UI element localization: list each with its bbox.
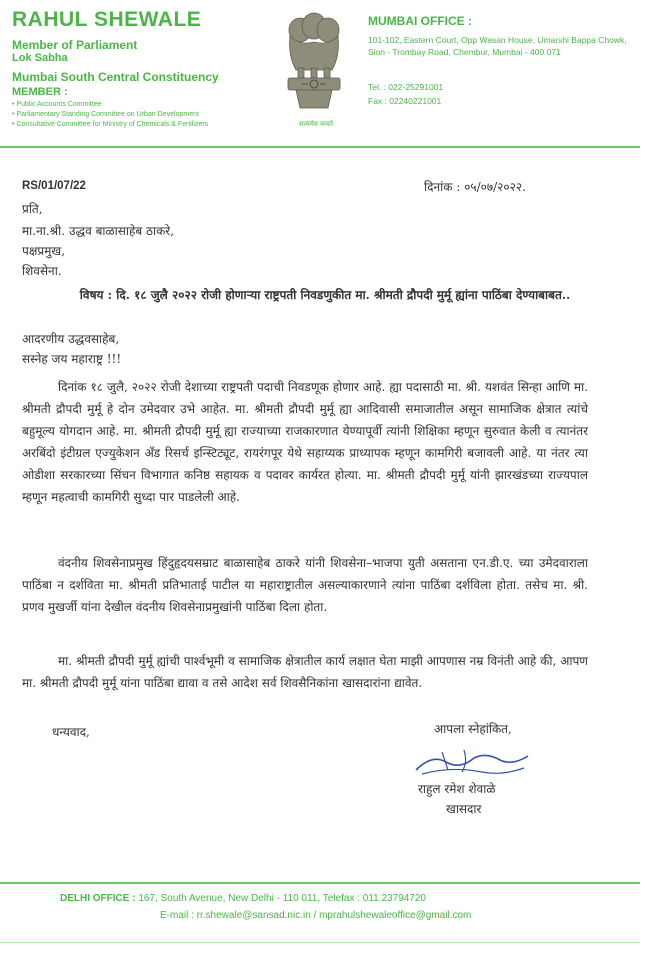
committee-item: • Parliamentary Standing Committee on Urban Development xyxy=(12,110,208,120)
mp-name: RAHUL SHEWALE xyxy=(12,8,202,31)
letter-date: दिनांक : ०५/०७/२०२२. xyxy=(424,180,526,194)
signer-designation: खासदार xyxy=(446,802,482,816)
closing-line: आपला स्नेहांकित, xyxy=(434,722,512,736)
recipient-label: प्रति, xyxy=(22,202,43,216)
footer-divider xyxy=(0,882,640,884)
mp-title: Member of Parliament xyxy=(12,38,138,52)
mumbai-office-fax: Fax : 02240221001 xyxy=(368,96,442,106)
recipient-name: मा.ना.श्री. उद्धव बाळासाहेब ठाकरे, xyxy=(22,224,175,238)
body-paragraph: वंदनीय शिवसेनाप्रमुख हिंदुहृदयसम्राट बाळासाहेब ठाकरे यांनी शिवसेना–भाजपा युती असताना एन.डी.ए. च्या उमेदवाराला पाठिंबा न दर्शविता मा. श्रीमती प्रतिभाताई पाटील या महाराष्ट्रातील असल्याकारणाने त्यांना पाठिंबा दर्शविला होता. तसेच मा. श्री. प्रणव मुखर्जी यांना देखील वंदनीय शिवसेनाप्रमुखांनी पाठिंबा दिला होता. xyxy=(22,556,588,614)
greeting: सस्नेह जय महाराष्ट्र !!! xyxy=(22,352,122,366)
recipient-organization: शिवसेना. xyxy=(22,264,62,278)
delhi-office-address: 167, South Avenue, New Delhi - 110 011, Telefax : 011 23794720 xyxy=(138,893,426,904)
header-divider xyxy=(0,146,640,148)
constituency: Mumbai South Central Constituency xyxy=(12,70,219,84)
delhi-office xyxy=(60,893,426,904)
committee-list xyxy=(12,100,208,130)
letter-subject: विषय : दि. १८ जुलै २०२२ रोजी होणाऱ्या राष्ट्रपती निवडणुकीत मा. श्रीमती द्रौपदी मुर्मू ह्यांना पाठिंबा देण्याबाबत.. xyxy=(79,288,571,302)
thanks-line: धन्यवाद, xyxy=(52,725,90,739)
house-name: Lok Sabha xyxy=(12,52,68,64)
mumbai-office-tel: Tel. : 022-25291001 xyxy=(368,82,444,92)
recipient-role: पक्षप्रमुख, xyxy=(22,244,66,258)
member-label: MEMBER : xyxy=(12,86,68,98)
salutation: आदरणीय उद्धवसाहेब, xyxy=(22,332,120,346)
national-emblem-icon xyxy=(278,12,350,116)
reference-number: RS/01/07/22 xyxy=(22,180,86,192)
body-paragraph: मा. श्रीमती द्रौपदी मुर्मू ह्यांची पार्श्वभूमी व सामाजिक क्षेत्रातील कार्य लक्षात घेता माझी आपणास नम्र विनंती आहे की, आपण मा. श्रीमती द्रौपदी मुर्मू यांना पाठिंबा द्यावा व तसे आदेश सर्व शिवसैनिकांना खासदारांना द्यावेत. xyxy=(22,654,588,690)
footer-bottom-divider xyxy=(0,942,640,943)
committee-item: • Consultative Committee for Ministry of Chemicals & Fertilizers xyxy=(12,120,208,130)
committee-item: • Public Accounts Committee xyxy=(12,100,208,110)
mumbai-office-address: 101-102, Eastern Court, Opp Wasan House, Umarshi Bappa Chowk, Sion - Trombay Road, Chembur, Mumbai - 400 071 xyxy=(368,35,627,57)
body-paragraph: दिनांक १८ जुलै, २०२२ रोजी देशाच्या राष्ट्रपती पदाची निवडणूक होणार आहे. ह्या पदासाठी मा. श्री. यशवंत सिन्हा आणि मा. श्रीमती द्रौपदी मुर्मू हे दोन उमेदवार उभे आहेत. मा. श्रीमती द्रौपदी मुर्मू ह्या आदिवासी समाजातील असून सामाजिक क्षेत्रात त्यांचे बहुमूल्य योगदान आहे. मा. श्रीमती द्रौपदी मुर्मू ह्या राज्याच्या राजकारणात येण्यापूर्वी त्यांनी शिक्षिका म्हणून सुरुवात केली व त्यानंतर अरबिंदो इंटीग्रल एज्युकेशन अँड रिसर्च इन्स्टिट्यूट, रायरंगपूर येथे सहाय्यक प्राध्यापक म्हणून कामगिरी बजावली आहे. या नंतर त्या ओडीशा सरकारच्या सिंचन विभागात कनिष्ठ सहायक व पदावर कार्यरत होत्या. मा. श्रीमती द्रौपदी मुर्मू यांनी झारखंडच्या राज्यपाल म्हणून महत्वाची कामगिरी सुध्दा पार पाडलेली आहे. xyxy=(22,380,588,504)
mumbai-office-title: MUMBAI OFFICE : xyxy=(368,14,472,28)
emblem-caption: सत्यमेव जयते xyxy=(298,121,334,128)
delhi-office-label: DELHI OFFICE : xyxy=(60,893,136,904)
footer-email: E-mail : rr.shewale@sansad.nic.in / mprahulshewaleoffice@gmail.com xyxy=(160,910,472,921)
signer-name: राहुल रमेश शेवाळे xyxy=(418,782,496,796)
handwritten-signature xyxy=(412,744,532,780)
